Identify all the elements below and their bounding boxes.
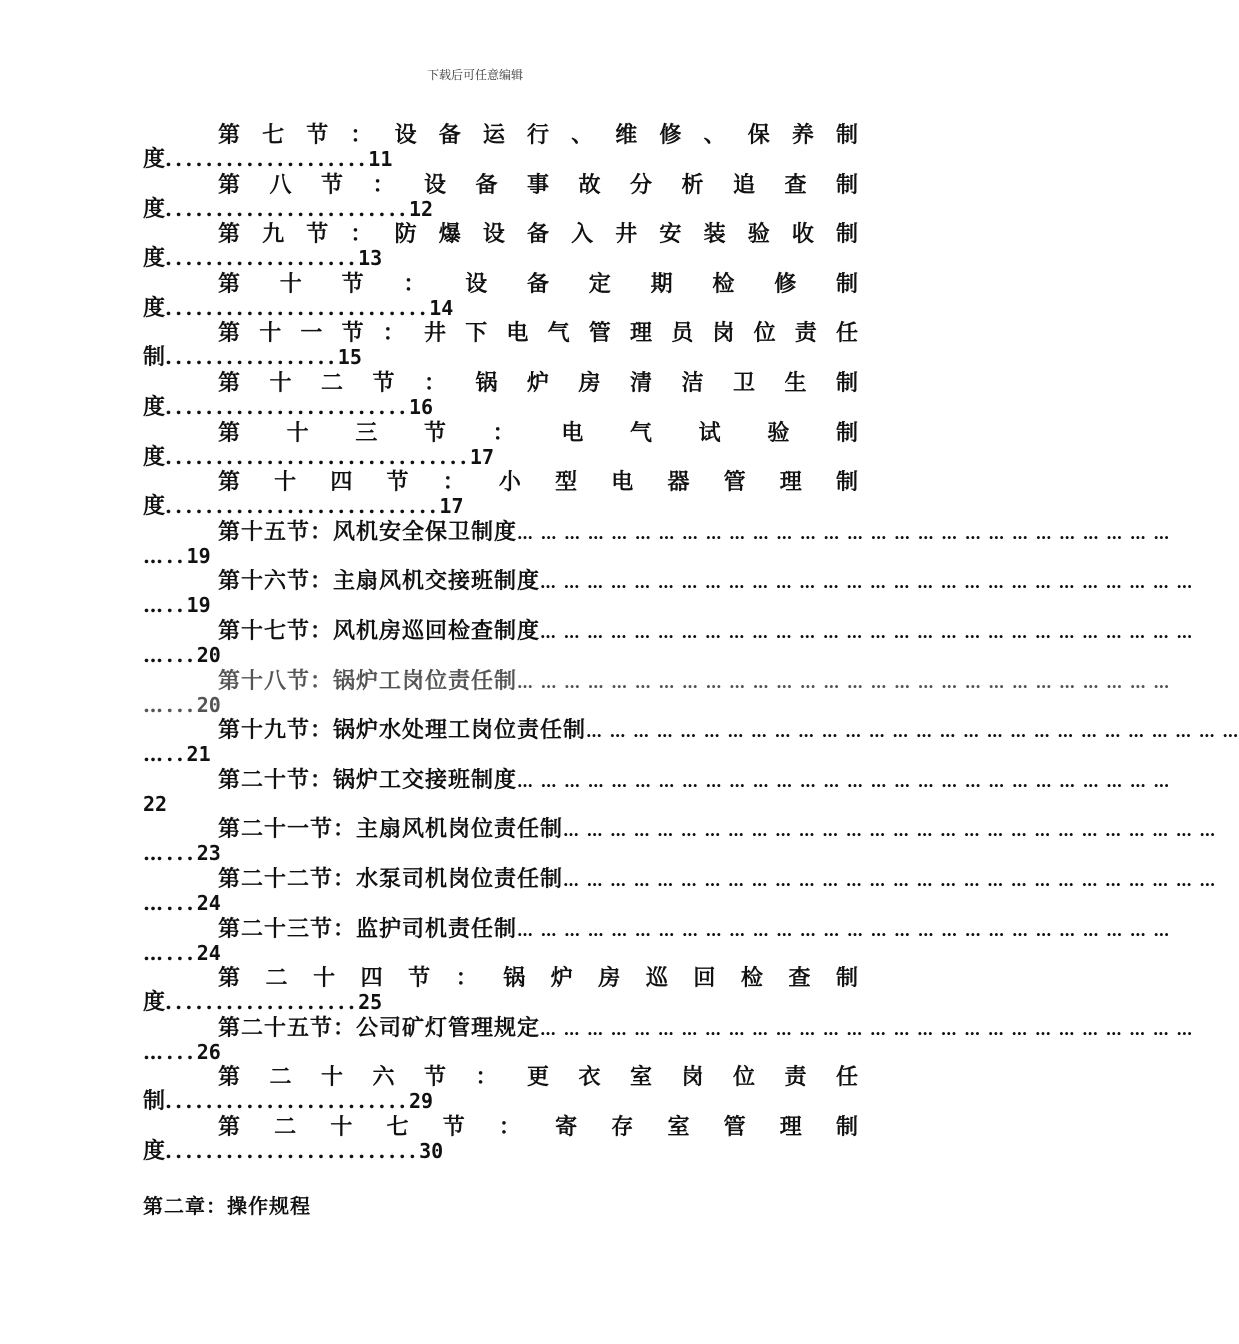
toc-entry[interactable] <box>143 1062 858 1115</box>
toc-entry-tail: 度 <box>143 294 166 321</box>
toc-entry-continuation <box>143 741 211 767</box>
toc-dots: .................... <box>165 147 369 171</box>
toc-entry-title-line <box>143 666 1171 696</box>
toc-entry-continuation <box>143 1088 433 1114</box>
toc-entry[interactable] <box>143 1112 858 1162</box>
toc-dots: ......................... <box>165 1138 420 1163</box>
toc-entry-continuation <box>143 1138 443 1164</box>
toc-entry[interactable] <box>143 566 1194 618</box>
toc-page-number: 15 <box>337 345 362 370</box>
table-of-contents <box>143 120 1239 1164</box>
toc-page-number: 19 <box>186 593 211 618</box>
toc-page-number: 24 <box>196 940 221 965</box>
toc-entry-title: 第 十 四 节 ： 小 型 电 器 管 理 制 <box>218 469 858 496</box>
toc-dots: …... <box>143 1039 197 1064</box>
toc-entry-continuation <box>143 295 453 321</box>
toc-dots: …... <box>143 890 197 915</box>
toc-entry[interactable] <box>143 715 1239 767</box>
toc-entry-title: 第十九节：锅炉水处理工岗位责任制 <box>218 717 587 744</box>
toc-entry[interactable] <box>143 517 1171 568</box>
toc-entry[interactable] <box>143 318 858 371</box>
toc-dots: …... <box>143 692 197 717</box>
toc-entry[interactable] <box>143 616 1194 667</box>
toc-entry-title: 第二十二节：水泵司机岗位责任制 <box>218 865 564 892</box>
toc-leader: … … … … … … … … … … … … … … … … … … … … … … … … … … … … <box>517 920 1171 940</box>
toc-leader: … … … … … … … … … … … … … … … … … … … … … … … … … … … … <box>517 523 1171 543</box>
toc-entry-continuation <box>143 1039 221 1065</box>
toc-entry-continuation <box>143 692 221 718</box>
toc-entry-continuation <box>143 444 494 470</box>
toc-dots: ........................... <box>165 494 440 519</box>
toc-entry[interactable] <box>143 368 858 418</box>
toc-entry-title-line <box>143 566 1194 596</box>
toc-dots: …... <box>143 940 197 965</box>
toc-entry-tail: 度 <box>143 493 166 520</box>
toc-entry-title-line <box>143 517 1171 547</box>
toc-entry-title-line <box>143 1013 1194 1043</box>
toc-entry-tail: 制 <box>143 1088 166 1115</box>
toc-entry-title-line <box>143 864 1217 894</box>
toc-page-number: 12 <box>408 196 434 221</box>
toc-entry-continuation <box>143 890 221 916</box>
toc-dots: ........................ <box>165 1089 409 1114</box>
toc-entry-continuation <box>143 493 464 519</box>
toc-entry[interactable] <box>143 269 858 319</box>
toc-entry-tail: 度 <box>143 989 166 1016</box>
toc-entry-continuation <box>143 840 221 866</box>
toc-entry[interactable] <box>143 864 1217 915</box>
toc-entry-title: 第 二 十 六 节 ： 更 衣 室 岗 位 责 任 <box>218 1064 858 1091</box>
toc-entry-tail: 度 <box>143 443 166 470</box>
toc-entry-title: 第二十节：锅炉工交接班制度 <box>218 766 518 793</box>
toc-page-number: 17 <box>469 444 494 469</box>
toc-entry-tail: 度 <box>143 195 166 222</box>
toc-entry-continuation <box>143 196 433 222</box>
toc-entry-continuation <box>143 543 211 569</box>
toc-entry[interactable] <box>143 467 858 520</box>
toc-dots: …... <box>143 841 197 866</box>
toc-entry-title: 第十六节：主扇风机交接班制度 <box>218 568 541 595</box>
toc-entry-continuation <box>143 146 392 172</box>
toc-page-number: 20 <box>196 692 221 717</box>
toc-dots: ….. <box>143 543 187 568</box>
toc-page-number: 22 <box>143 791 168 816</box>
toc-entry-continuation <box>143 394 433 420</box>
toc-entry-continuation <box>143 344 362 370</box>
toc-entry-title: 第 十 三 节 ： 电 气 试 验 制 <box>218 419 858 446</box>
toc-leader: … … … … … … … … … … … … … … … … … … … … … … … … … … … … <box>586 722 1239 742</box>
toc-leader: … … … … … … … … … … … … … … … … … … … … … … … … … … … … <box>540 1019 1194 1039</box>
toc-page-number: 26 <box>196 1039 221 1064</box>
toc-entry[interactable] <box>143 120 858 170</box>
toc-page-number: 21 <box>186 742 211 767</box>
toc-page-number: 19 <box>186 543 211 568</box>
toc-entry-title-line <box>143 814 1217 844</box>
toc-entry-title: 第 十 节 ： 设 备 定 期 检 修 制 <box>218 270 858 297</box>
toc-entry-continuation <box>143 592 211 618</box>
page-header: 下载后可任意编辑 <box>426 68 523 82</box>
toc-entry-title: 第二十一节：主扇风机岗位责任制 <box>218 816 564 843</box>
toc-entry[interactable] <box>143 1013 1194 1064</box>
toc-leader: … … … … … … … … … … … … … … … … … … … … … … … … … … … … <box>563 870 1217 890</box>
toc-entry-title: 第 十 一 节 ： 井 下 电 气 管 理 员 岗 位 责 任 <box>218 320 858 347</box>
toc-leader: … … … … … … … … … … … … … … … … … … … … … … … … … … … … <box>517 771 1171 791</box>
toc-leader: … … … … … … … … … … … … … … … … … … … … … … … … … … … … <box>540 622 1194 642</box>
toc-entry-title: 第 十 二 节 ： 锅 炉 房 清 洁 卫 生 制 <box>218 369 858 396</box>
toc-page-number: 14 <box>429 295 454 320</box>
toc-entry[interactable] <box>143 666 1171 717</box>
toc-dots: ….. <box>143 742 187 767</box>
toc-entry-tail: 度 <box>143 1137 166 1164</box>
toc-entry-title-line <box>143 914 1171 944</box>
toc-dots: ................... <box>165 246 359 271</box>
toc-entry-tail: 度 <box>143 245 166 272</box>
toc-page-number: 25 <box>358 990 383 1015</box>
toc-entry-title: 第 九 节 ： 防 爆 设 备 入 井 安 装 验 收 制 <box>218 221 858 248</box>
toc-entry-title-line <box>143 715 1239 745</box>
toc-entry-tail: 度 <box>143 146 166 172</box>
toc-entry[interactable] <box>143 914 1171 965</box>
toc-entry[interactable] <box>143 963 858 1016</box>
toc-dots: ........................ <box>165 196 409 221</box>
toc-entry-title-line <box>143 765 1171 795</box>
toc-entry-title: 第二十五节：公司矿灯管理规定 <box>218 1014 541 1041</box>
toc-page-number: 16 <box>408 394 434 419</box>
toc-dots: ........................ <box>165 394 409 419</box>
toc-entry-title: 第二十三节：监护司机责任制 <box>218 915 518 942</box>
toc-entry-title: 第十五节：风机安全保卫制度 <box>218 518 518 545</box>
toc-entry-title-line <box>143 616 1194 646</box>
toc-entry-title: 第 二 十 七 节 ： 寄 存 室 管 理 制 <box>218 1113 858 1140</box>
toc-page-number: 24 <box>196 890 221 915</box>
toc-leader: … … … … … … … … … … … … … … … … … … … … … … … … … … … … <box>563 821 1217 841</box>
toc-entry-continuation <box>143 791 167 817</box>
toc-page-number: 30 <box>419 1138 444 1163</box>
toc-page-number: 29 <box>408 1089 434 1114</box>
toc-dots: ................... <box>165 990 359 1015</box>
toc-entry-title: 第 二 十 四 节 ： 锅 炉 房 巡 回 检 查 制 <box>218 965 858 992</box>
toc-dots: .............................. <box>165 444 470 469</box>
toc-entry-title: 第 七 节 ： 设 备 运 行 、 维 修 、 保 养 制 <box>218 122 858 148</box>
toc-entry-continuation <box>143 940 221 966</box>
toc-entry-continuation <box>143 245 382 271</box>
toc-entry-continuation <box>143 642 221 668</box>
toc-page-number: 20 <box>196 642 221 667</box>
toc-entry-title: 第十八节：锅炉工岗位责任制 <box>218 667 518 694</box>
toc-entry[interactable] <box>143 170 858 220</box>
toc-dots: …... <box>143 642 197 667</box>
toc-dots: .......................... <box>165 295 430 320</box>
toc-entry-continuation <box>143 989 382 1015</box>
toc-page-number: 23 <box>196 841 221 866</box>
toc-dots: ................. <box>165 345 338 370</box>
toc-page-number: 17 <box>439 494 464 519</box>
toc-entry-title: 第 八 节 ： 设 备 事 故 分 析 追 查 制 <box>218 171 858 198</box>
toc-page-number: 11 <box>368 147 393 171</box>
toc-leader: … … … … … … … … … … … … … … … … … … … … … … … … … … … … <box>517 672 1171 692</box>
toc-dots: ….. <box>143 593 187 618</box>
toc-entry[interactable] <box>143 765 1171 816</box>
toc-page-number: 13 <box>358 246 383 271</box>
toc-entry[interactable] <box>143 814 1217 866</box>
toc-entry-tail: 制 <box>143 344 166 371</box>
toc-entry[interactable] <box>143 418 858 468</box>
toc-entry[interactable] <box>143 219 858 272</box>
toc-leader: … … … … … … … … … … … … … … … … … … … … … … … … … … … … <box>540 573 1194 593</box>
toc-entry-tail: 度 <box>143 393 166 420</box>
chapter-heading: 第二章：操作规程 <box>143 1194 311 1218</box>
toc-entry-title: 第十七节：风机房巡回检查制度 <box>218 617 541 644</box>
